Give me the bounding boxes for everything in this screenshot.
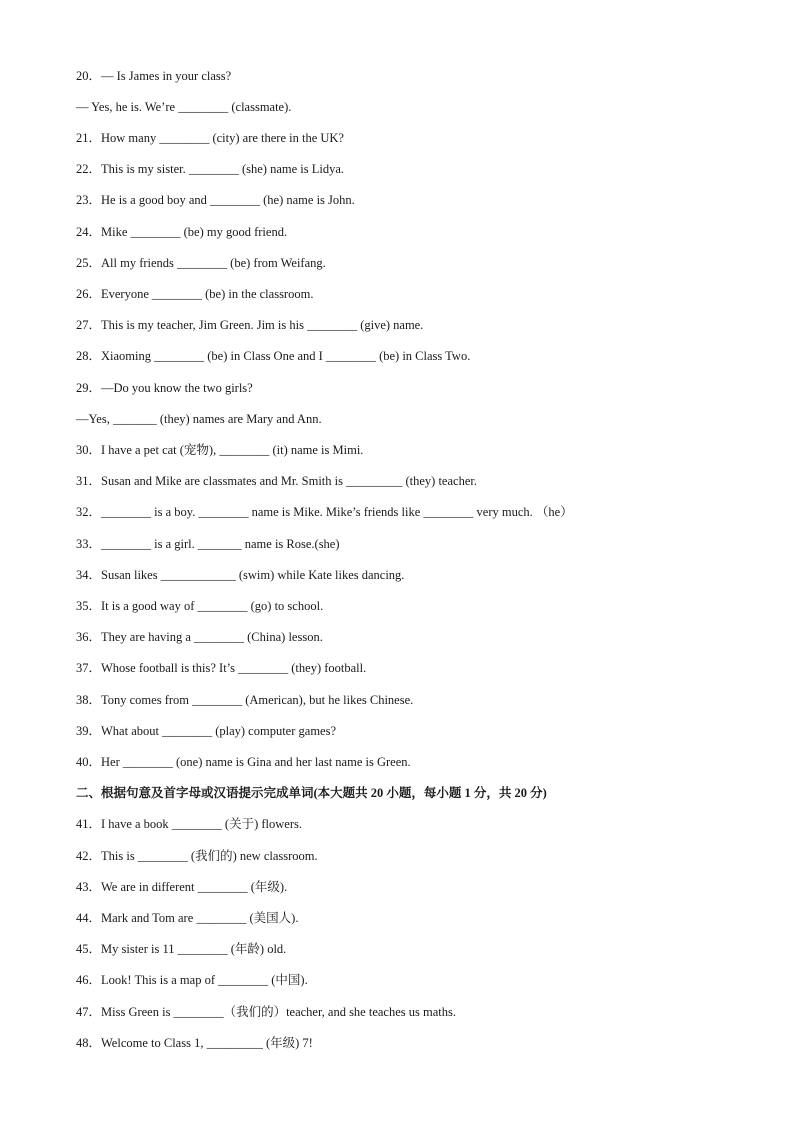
question-28: 28．Xiaoming ________ (be) in Class One and I ________ (be) in Class Two.	[76, 349, 471, 363]
question-44: 44．Mark and Tom are ________ (美国人).	[76, 911, 299, 925]
question-26: 26．Everyone ________ (be) in the classroom.	[76, 287, 314, 301]
question-34: 34．Susan likes ____________ (swim) while Kate likes dancing.	[76, 568, 405, 582]
question-36: 36．They are having a ________ (China) lesson.	[76, 630, 323, 644]
question-27: 27．This is my teacher, Jim Green. Jim is his ________ (give) name.	[76, 318, 424, 332]
question-21: 21．How many ________ (city) are there in the UK?	[76, 131, 344, 145]
question-23: 23．He is a good boy and ________ (he) name is John.	[76, 193, 355, 207]
question-31: 31．Susan and Mike are classmates and Mr. Smith is _________ (they) teacher.	[76, 474, 477, 488]
question-45: 45．My sister is 11 ________ (年龄) old.	[76, 942, 287, 956]
question-25: 25．All my friends ________ (be) from Weifang.	[76, 256, 326, 270]
question-37: 37．Whose football is this? It’s ________ (they) football.	[76, 661, 367, 675]
question-20-answer: — Yes, he is. We’re ________ (classmate).	[76, 100, 292, 114]
question-39: 39．What about ________ (play) computer games?	[76, 724, 336, 738]
question-20: 20．— Is James in your class?	[76, 69, 232, 83]
question-29: 29．—Do you know the two girls?	[76, 381, 253, 395]
question-24: 24．Mike ________ (be) my good friend.	[76, 225, 288, 239]
question-46: 46．Look! This is a map of ________ (中国).	[76, 973, 308, 987]
question-22: 22．This is my sister. ________ (she) name is Lidya.	[76, 162, 345, 176]
question-35: 35．It is a good way of ________ (go) to school.	[76, 599, 324, 613]
question-40: 40．Her ________ (one) name is Gina and her last name is Green.	[76, 755, 411, 769]
question-29-answer: —Yes, _______ (they) names are Mary and Ann.	[76, 412, 322, 426]
section-heading-2: 二、根据句意及首字母或汉语提示完成单词(本大题共 20 小题，每小题 1 分，共 20 分)	[76, 786, 547, 800]
question-32: 32．________ is a boy. ________ name is Mike. Mike’s friends like ________ very much. （he）	[76, 505, 573, 519]
question-38: 38．Tony comes from ________ (American), but he likes Chinese.	[76, 693, 414, 707]
question-41: 41．I have a book ________ (关于) flowers.	[76, 817, 302, 831]
question-42: 42．This is ________ (我们的) new classroom.	[76, 849, 318, 863]
question-48: 48．Welcome to Class 1, _________ (年级) 7!	[76, 1036, 313, 1050]
question-30: 30．I have a pet cat (宠物), ________ (it) name is Mimi.	[76, 443, 364, 457]
question-47: 47．Miss Green is ________（我们的）teacher, and she teaches us maths.	[76, 1005, 456, 1019]
question-33: 33．________ is a girl. _______ name is Rose.(she)	[76, 537, 340, 551]
question-43: 43．We are in different ________ (年级).	[76, 880, 288, 894]
